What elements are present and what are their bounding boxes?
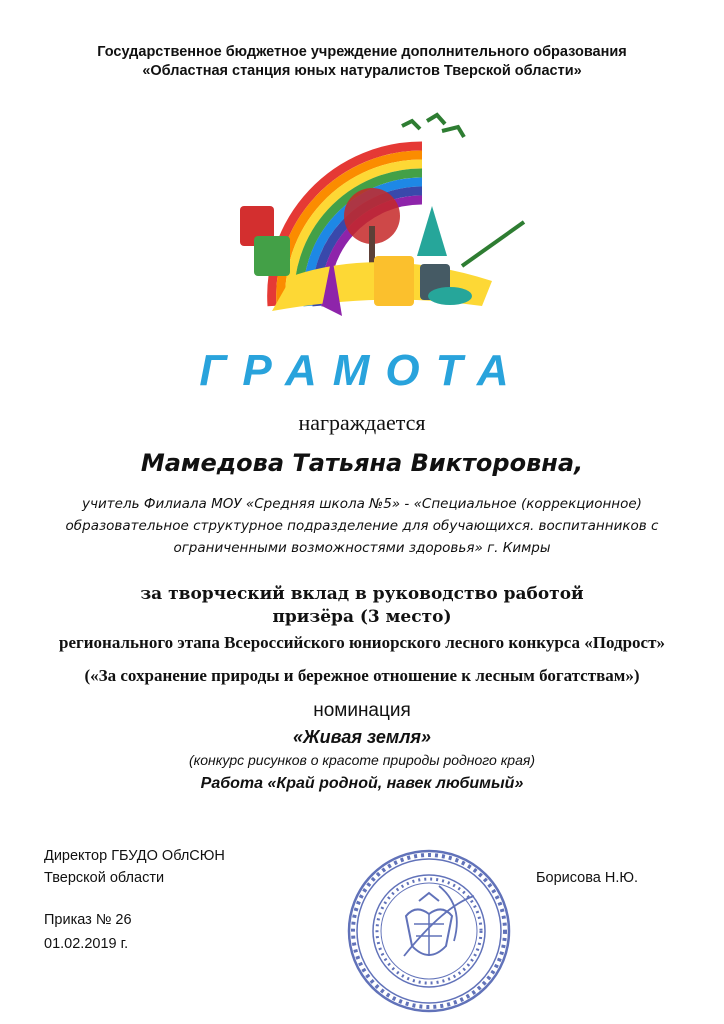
reason-line2: призёра (3 место) bbox=[272, 607, 452, 627]
director-title-line2: Тверской области bbox=[44, 870, 165, 886]
order-date: 01.02.2019 г. bbox=[44, 936, 129, 952]
org-name-line1: Государственное бюджетное учреждение дополнительного образования bbox=[97, 44, 627, 60]
certificate-title: ГРАМОТА bbox=[199, 346, 525, 395]
org-name-line2: «Областная станция юных натуралистов Тверской области» bbox=[142, 63, 582, 79]
contest-theme: («За сохранение природы и бережное отношение к лесным богатствам») bbox=[84, 666, 640, 685]
signer-name: Борисова Н.Ю. bbox=[536, 870, 639, 886]
contest-name: регионального этапа Всероссийского юниорского лесного конкурса «Подрост» bbox=[59, 633, 665, 652]
description-line: образовательное структурное подразделение для обучающихся. воспитанников с bbox=[65, 518, 659, 534]
description-line: ограниченными возможностями здоровья» г. Кимры bbox=[173, 540, 551, 556]
work-title: Работа «Край родной, навек любимый» bbox=[200, 775, 524, 792]
nomination-name: «Живая земля» bbox=[292, 727, 432, 747]
director-title-line1: Директор ГБУДО ОблСЮН bbox=[44, 848, 225, 864]
recipient-name: Мамедова Татьяна Викторовна, bbox=[140, 449, 584, 477]
order-number: Приказ № 26 bbox=[44, 912, 132, 928]
rainbow-paint-illustration bbox=[232, 106, 532, 320]
reason-line1: за творческий вклад в руководство работой bbox=[140, 584, 584, 604]
recipient-description bbox=[40, 493, 684, 559]
official-round-seal bbox=[344, 846, 514, 1016]
nomination-label: номинация bbox=[313, 700, 411, 721]
nomination-description: (конкурс рисунков о красоте природы родного края) bbox=[188, 752, 536, 768]
awarded-label: награждается bbox=[298, 410, 426, 435]
description-line: учитель Филиала МОУ «Средняя школа №5» - «Специальное (коррекционное) bbox=[82, 496, 642, 512]
